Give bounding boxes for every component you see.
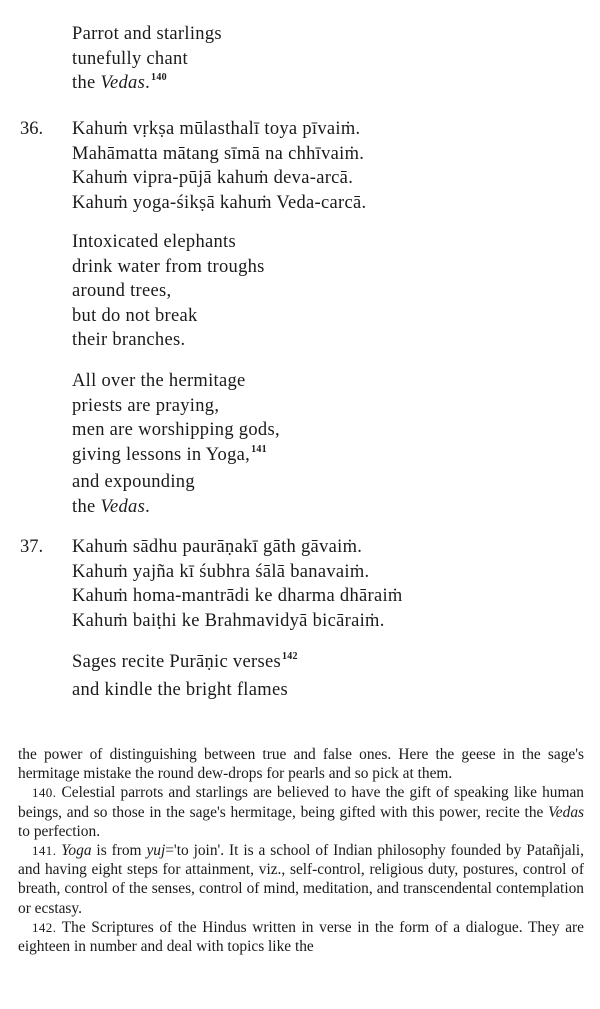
stanza-line: All over the hermitage (72, 371, 246, 391)
footnotes (18, 745, 584, 956)
footnote-number: 140. (32, 785, 57, 801)
footnote-140: 140. Celestial parrots and starlings are believed to have the gift of speaking like human beings, and so those in the sage's hermitage, being gifted with this power, recite the Vedas to perfection. (18, 784, 584, 840)
vedas-italic: Vedas (100, 496, 146, 517)
verse-line: Mahāmatta mātang sīmā na chhīvaiṁ. (72, 143, 365, 164)
stanza-line: giving lessons in Yoga,$^{141}$ (72, 443, 267, 465)
stanza-line: the Vedas.$^{140}$ (72, 72, 167, 94)
footnote-ref-142: 142 (281, 651, 298, 662)
footnote-continuation: the power of distinguishing between true and false ones. Here the geese in the sage's hermitage mistake the round dew-drops for pearls and so pick at them. (18, 746, 584, 783)
stanza-line: and expounding (72, 472, 195, 493)
stanza-line: tunefully chant (72, 48, 188, 69)
footnote-number: 141. (32, 843, 57, 859)
stanza-line: Parrot and starlings (72, 24, 222, 44)
verse-line: Kahuṁ sādhu paurāṇakī gāth gāvaiṁ. (72, 537, 363, 557)
hermitage-stanza (72, 369, 280, 520)
verse-line: Kahuṁ yoga-śikṣā kahuṁ Veda-carcā. (72, 192, 367, 213)
stanza-line: the Vedas. (72, 496, 151, 517)
verse-line: Kahuṁ homa-mantrādi ke dharma dhāraiṁ (72, 586, 403, 607)
stanza-line: and kindle the bright flames (72, 679, 288, 700)
verse-number-36: 36. (20, 119, 44, 139)
verse-line: Kahuṁ yajña kī śubhra śālā banavaiṁ. (72, 561, 370, 582)
footnote-ref-140: 140 (151, 72, 167, 84)
stanza-line: Intoxicated elephants (72, 232, 237, 252)
stanza-line: but do not break (72, 305, 198, 326)
verse-number-37: 37. (20, 537, 44, 557)
stanza-line: drink water from troughs (72, 256, 265, 277)
verse-line: Kahuṁ vṛkṣa mūlasthalī toya pīvaiṁ. (72, 119, 361, 139)
verse-36 (72, 117, 366, 215)
footnote-142: 142. The Scriptures of the Hindus written in verse in the form of a dialogue. They are eighteen in number and deal with topics like the (18, 918, 584, 956)
footnote-141: 141. Yoga is from yuj='to join'. It is a school of Indian philosophy founded by Patañjali, and having eight steps for attainment, viz., self-control, religious duty, postures, control of breath, control of the senses, control of mind, meditation, and transcendental contemplation or ecstasy. (18, 842, 584, 917)
footnote-ref-141: 141 (251, 443, 267, 455)
stanza-line: priests are praying, (72, 395, 220, 416)
verse-line: Kahuṁ vipra-pūjā kahuṁ deva-arcā. (72, 168, 354, 189)
elephants-stanza (72, 230, 265, 353)
footnote-number: 142. (32, 919, 57, 935)
parrot-stanza (72, 22, 222, 99)
vedas-italic: Vedas (100, 73, 146, 94)
stanza-line: their branches. (72, 330, 186, 351)
stanza-line: Sages recite Purāṇic verses$^{142}$ (72, 651, 298, 672)
verse-line: Kahuṁ baiṭhi ke Brahmavidyā bicāraiṁ. (72, 610, 385, 631)
verse-37 (72, 535, 403, 633)
stanza-line: around trees, (72, 281, 172, 302)
sages-stanza (72, 650, 298, 702)
stanza-line: men are worshipping gods, (72, 420, 280, 441)
